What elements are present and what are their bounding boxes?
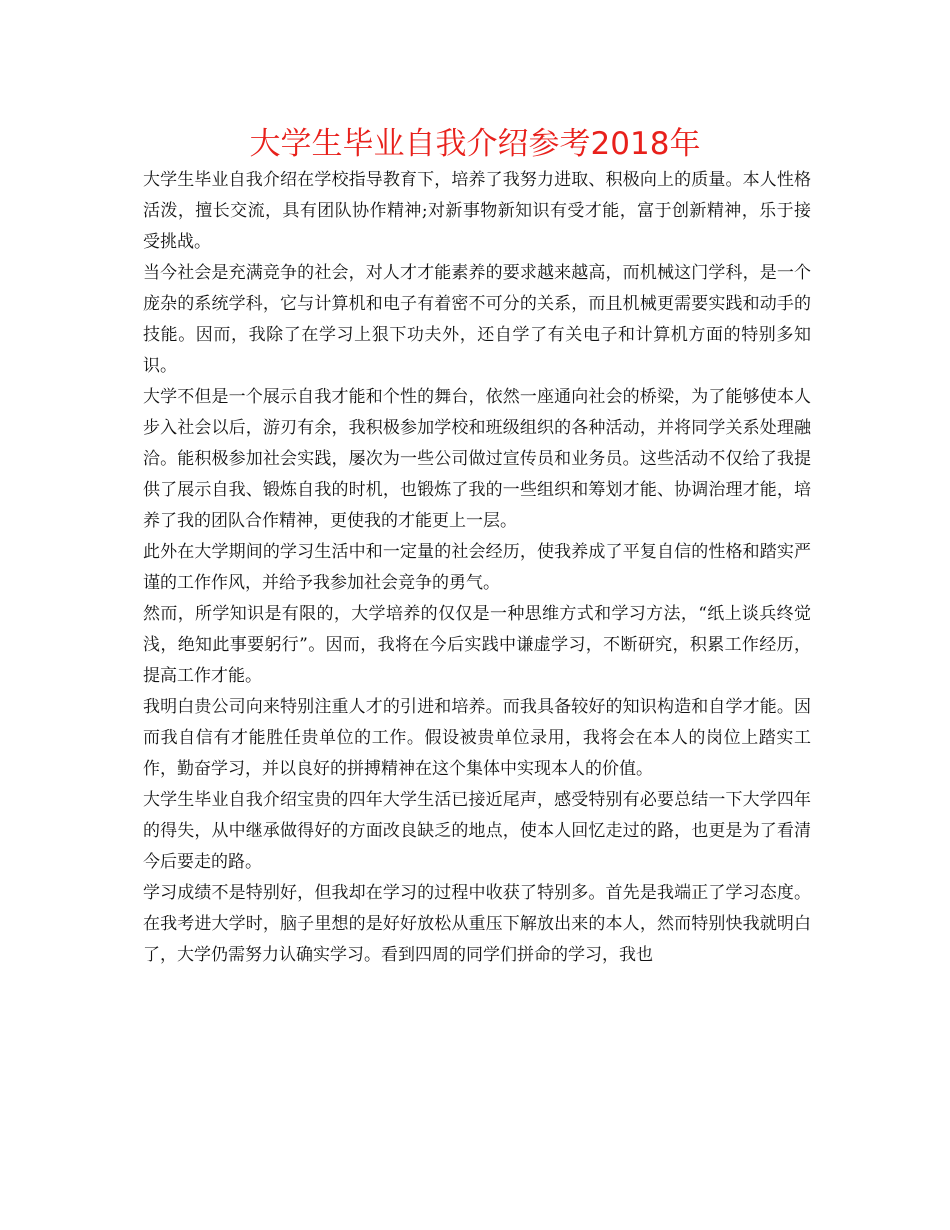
paragraph-5: 然而，所学知识是有限的，大学培养的仅仅是一种思维方式和学习方法，“纸上谈兵终觉浅，绝知此事要躬行”。因而，我将在今后实践中谦虚学习，不断研究，积累工作经历，提高工作才能。 (143, 604, 811, 686)
paragraph-6: 我明白贵公司向来特别注重人才的引进和培养。而我具备较好的知识构造和自学才能。因而我自信有才能胜任贵单位的工作。假设被贵单位录用，我将会在本人的岗位上踏实工作，勤奋学习，并以良好的拼搏精神在这个集体中实现本人的价值。 (143, 697, 811, 779)
paragraph-8: 学习成绩不是特别好，但我却在学习的过程中收获了特别多。首先是我端正了学习态度。在我考进大学时，脑子里想的是好好放松从重压下解放出来的本人，然而特别快我就明白了，大学仍需努力认确实学习。看到四周的同学们拼命的学习，我也 (143, 883, 811, 965)
paragraph-7: 大学生毕业自我介绍宝贵的四年大学生活已接近尾声，感受特别有必要总结一下大学四年的得失，从中继承做得好的方面改良缺乏的地点，使本人回忆走过的路，也更是为了看清今后要走的路。 (143, 790, 811, 872)
paragraph-2: 当今社会是充满竞争的社会，对人才才能素养的要求越来越高，而机械这门学科，是一个庞杂的系统学科，它与计算机和电子有着密不可分的关系，而且机械更需要实践和动手的技能。因而，我除了在学习上狠下功夫外，还自学了有关电子和计算机方面的特别多知识。 (143, 263, 811, 376)
document-body (143, 165, 811, 971)
paragraph-3: 大学不但是一个展示自我才能和个性的舞台，依然一座通向社会的桥梁，为了能够使本人步入社会以后，游刃有余，我积极参加学校和班级组织的各种活动，并将同学关系处理融洽。能积极参加社会实践，屡次为一些公司做过宣传员和业务员。这些活动不仅给了我提供了展示自我、锻炼自我的时机，也锻炼了我的一些组织和筹划才能、协调治理才能，培养了我的团队合作精神，更使我的才能更上一层。 (143, 387, 811, 531)
paragraph-4: 此外在大学期间的学习生活中和一定量的社会经历，使我养成了平复自信的性格和踏实严谨的工作作风，并给予我参加社会竞争的勇气。 (143, 542, 811, 593)
document-title: 大学生毕业自我介绍参考2018年 (249, 126, 701, 162)
paragraph-1: 大学生毕业自我介绍在学校指导教育下，培养了我努力进取、积极向上的质量。本人性格活泼，擅长交流，具有团队协作精神;对新事物新知识有受才能，富于创新精神，乐于接受挑战。 (143, 170, 811, 252)
